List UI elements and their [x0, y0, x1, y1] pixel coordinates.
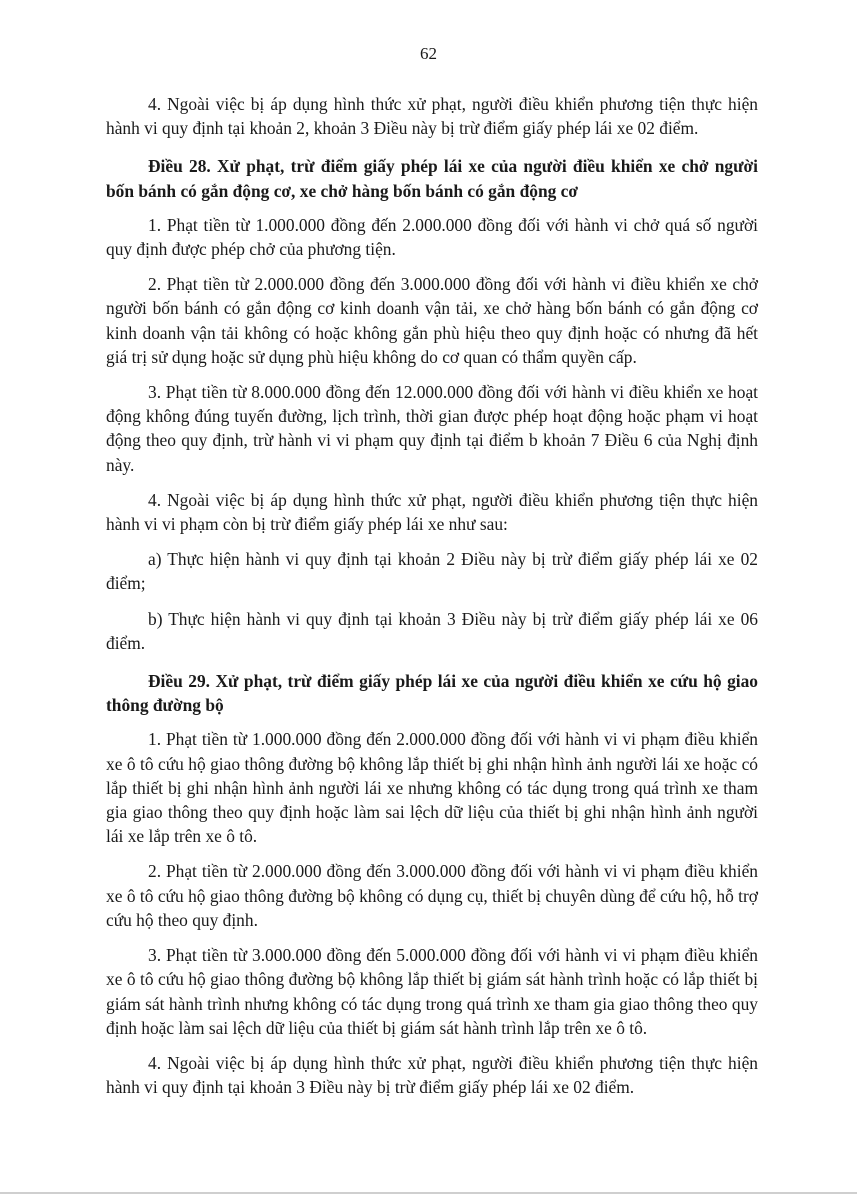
page-number: 62: [420, 44, 437, 63]
article-heading-28: Điều 28. Xử phạt, trừ điểm giấy phép lái xe của người điều khiển xe chở người bốn bánh có gắn động cơ, xe chở hàng bốn bánh có gắn động cơ: [106, 156, 758, 201]
paragraph: 1. Phạt tiền từ 1.000.000 đồng đến 2.000.000 đồng đối với hành vi chở quá số người quy định được phép chở của phương tiện.: [106, 214, 758, 260]
paragraph: 1. Phạt tiền từ 1.000.000 đồng đến 2.000.000 đồng đối với hành vi vi phạm điều khiển xe ô tô cứu hộ giao thông đường bộ không lắp thiết bị ghi nhận hình ảnh người lái xe hoặc có lắp thiết bị ghi nhận hình ảnh người lái xe nhưng không có tác dụng trong quá trình xe tham gia giao thông theo quy định hoặc làm sai lệch dữ liệu của thiết bị ghi nhận hình ảnh người lái xe lắp trên xe ô tô.: [106, 729, 758, 847]
paragraph: 3. Phạt tiền từ 3.000.000 đồng đến 5.000.000 đồng đối với hành vi vi phạm điều khiển xe ô tô cứu hộ giao thông đường bộ không lắp thiết bị giám sát hành trình hoặc có lắp thiết bị giám sát hành trình nhưng không có tác dụng trong quá trình xe tham gia giao thông theo quy định hoặc làm sai lệch dữ liệu của thiết bị giám sát hành trình lắp trên xe ô tô.: [106, 945, 758, 1038]
paragraph: b) Thực hiện hành vi quy định tại khoản 3 Điều này bị trừ điểm giấy phép lái xe 06 điểm.: [106, 608, 758, 653]
scan-edge-line: [0, 1192, 857, 1194]
paragraph: a) Thực hiện hành vi quy định tại khoản 2 Điều này bị trừ điểm giấy phép lái xe 02 điểm;: [106, 549, 758, 594]
paragraph: 4. Ngoài việc bị áp dụng hình thức xử phạt, người điều khiển phương tiện thực hiện hành vi quy định tại khoản 2, khoản 3 Điều này bị trừ điểm giấy phép lái xe 02 điểm.: [106, 94, 758, 139]
paragraph: 4. Ngoài việc bị áp dụng hình thức xử phạt, người điều khiển phương tiện thực hiện hành vi quy định tại khoản 3 Điều này bị trừ điểm giấy phép lái xe 02 điểm.: [106, 1052, 758, 1098]
document-body: [106, 92, 758, 1110]
article-heading-29: Điều 29. Xử phạt, trừ điểm giấy phép lái xe của người điều khiển xe cứu hộ giao thông đường bộ: [106, 671, 758, 716]
paragraph: 2. Phạt tiền từ 2.000.000 đồng đến 3.000.000 đồng đối với hành vi vi phạm điều khiển xe ô tô cứu hộ giao thông đường bộ không có dụng cụ, thiết bị chuyên dùng để cứu hộ, hỗ trợ cứu hộ theo quy định.: [106, 861, 758, 930]
paragraph: 2. Phạt tiền từ 2.000.000 đồng đến 3.000.000 đồng đối với hành vi điều khiển xe chở người bốn bánh có gắn động cơ kinh doanh vận tải, xe chở hàng bốn bánh có gắn động cơ kinh doanh vận tải không có hoặc không gắn phù hiệu theo quy định hoặc có nhưng đã hết giá trị sử dụng hoặc sử dụng phù hiệu không do cơ quan có thẩm quyền cấp.: [106, 274, 758, 367]
paragraph: 3. Phạt tiền từ 8.000.000 đồng đến 12.000.000 đồng đối với hành vi điều khiển xe hoạt động không đúng tuyến đường, lịch trình, thời gian được phép hoạt động hoặc phạm vi hoạt động theo quy định, trừ hành vi vi phạm quy định tại điểm b khoản 7 Điều 6 của Nghị định này.: [106, 382, 758, 475]
paragraph: 4. Ngoài việc bị áp dụng hình thức xử phạt, người điều khiển phương tiện thực hiện hành vi vi phạm còn bị trừ điểm giấy phép lái xe như sau:: [106, 489, 758, 535]
